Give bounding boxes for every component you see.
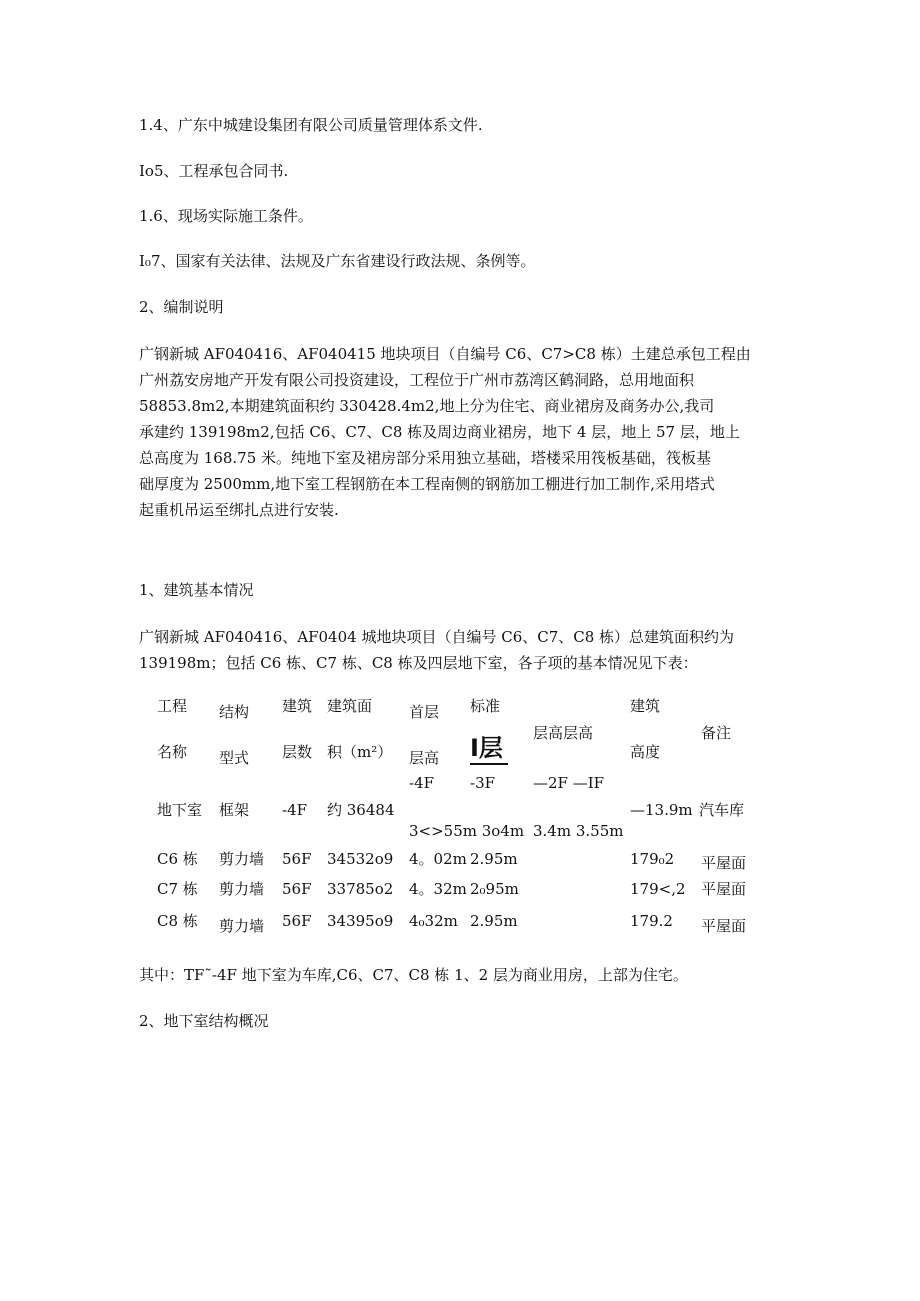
- row-basement-structure: 框架: [219, 801, 250, 819]
- paragraph-line: 起重机吊运至绑扎点进行安装.: [139, 501, 339, 519]
- section-title-compile-notes: 2、编制说明: [139, 298, 224, 316]
- header-area-unit: 积（m²）: [327, 743, 393, 761]
- header-remarks: 备注: [701, 724, 732, 742]
- paragraph-line: 广钢新城 AF040416、AF0404 城地块项目（自编号 C6、C7、C8 栋）总建筑面积约为: [139, 628, 735, 646]
- basis-item-1-4: 1.4、广东中城建设集团有限公司质量管理体系文件.: [139, 116, 483, 134]
- row-c7-first: 4。32m: [409, 880, 467, 898]
- header-structure: 结构: [219, 703, 250, 721]
- row-c8-structure: 剪力墙: [219, 917, 265, 935]
- row-c8-name: C8 栋: [157, 912, 198, 930]
- header-name: 名称: [157, 743, 188, 761]
- subheader-b2-b1: —2F —IF: [533, 774, 605, 792]
- header-building-2: 建筑: [630, 697, 661, 715]
- row-c6-std: 2.95m: [470, 850, 518, 868]
- row-c8-area: 34395o9: [327, 912, 394, 930]
- row-c6-floors: 56F: [282, 850, 312, 868]
- paragraph-line: 139198m；包括 C6 栋、C7 栋、C8 栋及四层地下室，各子项的基本情况见下表：: [139, 654, 698, 672]
- header-area: 建筑面: [327, 697, 373, 715]
- row-basement-name: 地下室: [157, 801, 203, 819]
- section-title-building-overview: 1、建筑基本情况: [139, 581, 254, 599]
- row-c7-name: C7 栋: [157, 880, 198, 898]
- paragraph-line: 承建约 139198m2,包括 C6、C7、C8 栋及周边商业裙房，地下 4 层，地上 57 层，地上: [139, 423, 740, 441]
- row-c8-floors: 56F: [282, 912, 312, 930]
- paragraph-line: 58853.8m2,本期建筑面积约 330428.4m2,地上分为住宅、商业裙房及商务办公,我司: [139, 397, 715, 415]
- row-c6-structure: 剪力墙: [219, 850, 265, 868]
- row-c7-note: 平屋面: [701, 880, 747, 898]
- row-basement-area: 约 36484: [327, 801, 395, 819]
- row-c7-floors: 56F: [282, 880, 312, 898]
- basis-item-1-7: I₀7、国家有关法律、法规及广东省建设行政法规、条例等。: [139, 252, 536, 270]
- paragraph-line: 广州荔安房地产开发有限公司投资建设，工程位于广州市荔湾区鹤洞路，总用地面积: [139, 371, 695, 389]
- row-basement-floors: -4F: [282, 801, 308, 819]
- row-c7-structure: 剪力墙: [219, 880, 265, 898]
- header-floor-heights: 层高层高: [533, 724, 594, 742]
- subheader-b3: -3F: [470, 774, 496, 792]
- row-c7-area: 33785o2: [327, 880, 394, 898]
- row-basement-heights-2: 3.4m 3.55m: [533, 822, 624, 840]
- building-overview-paragraph: [139, 624, 789, 676]
- paragraph-line: 广钢新城 AF040416、AF040415 地块项目（自编号 C6、C7>C8 栋）土建总承包工程由: [139, 345, 751, 363]
- header-project: 工程: [157, 697, 188, 715]
- row-c6-name: C6 栋: [157, 850, 198, 868]
- row-c7-std: 2₀95m: [470, 880, 519, 898]
- row-c8-std: 2.95m: [470, 912, 518, 930]
- section-title-basement-structure: 2、地下室结构概况: [139, 1012, 269, 1030]
- paragraph-line: 础厚度为 2500mm,地下室工程钢筋在本工程南侧的钢筋加工棚进行加工制作,采用塔式: [139, 475, 715, 493]
- row-c8-height: 179.2: [630, 912, 673, 930]
- table-footnote: 其中：TF˜-4F 地下室为车库,C6、C7、C8 栋 1、2 层为商业用房，上部为住宅。: [139, 966, 688, 984]
- row-c6-note: 平屋面: [701, 854, 747, 872]
- row-basement-note: 汽车库: [699, 801, 745, 819]
- header-first-floor: 首层: [409, 703, 440, 721]
- header-underline: [470, 763, 508, 765]
- header-type: 型式: [219, 749, 250, 767]
- basis-item-1-6: 1.6、现场实际施工条件。: [139, 207, 313, 225]
- header-building: 建筑: [282, 697, 313, 715]
- header-height: 高度: [630, 743, 661, 761]
- project-description-paragraph: [139, 341, 789, 523]
- row-c6-area: 34532o9: [327, 850, 394, 868]
- header-standard: 标准: [470, 697, 501, 715]
- header-standard-floor: I层: [470, 734, 503, 762]
- subheader-b4: -4F: [409, 774, 435, 792]
- row-c7-height: 179<,2: [630, 880, 686, 898]
- header-floor-height: 层高: [409, 749, 440, 767]
- row-c8-first: 4₀32m: [409, 912, 458, 930]
- paragraph-line: 总高度为 168.75 米。纯地下室及裙房部分采用独立基础，塔楼采用筏板基础，筏板基: [139, 449, 712, 467]
- row-c6-first: 4。02m: [409, 850, 467, 868]
- basis-item-1-5: Io5、工程承包合同书.: [139, 162, 289, 180]
- row-c6-height: 179₀2: [630, 850, 675, 868]
- row-c8-note: 平屋面: [701, 917, 747, 935]
- row-basement-elevation: —13.9m: [630, 801, 693, 819]
- header-floor-count: 层数: [282, 743, 313, 761]
- row-basement-heights: 3<>55m 3o4m: [409, 822, 525, 840]
